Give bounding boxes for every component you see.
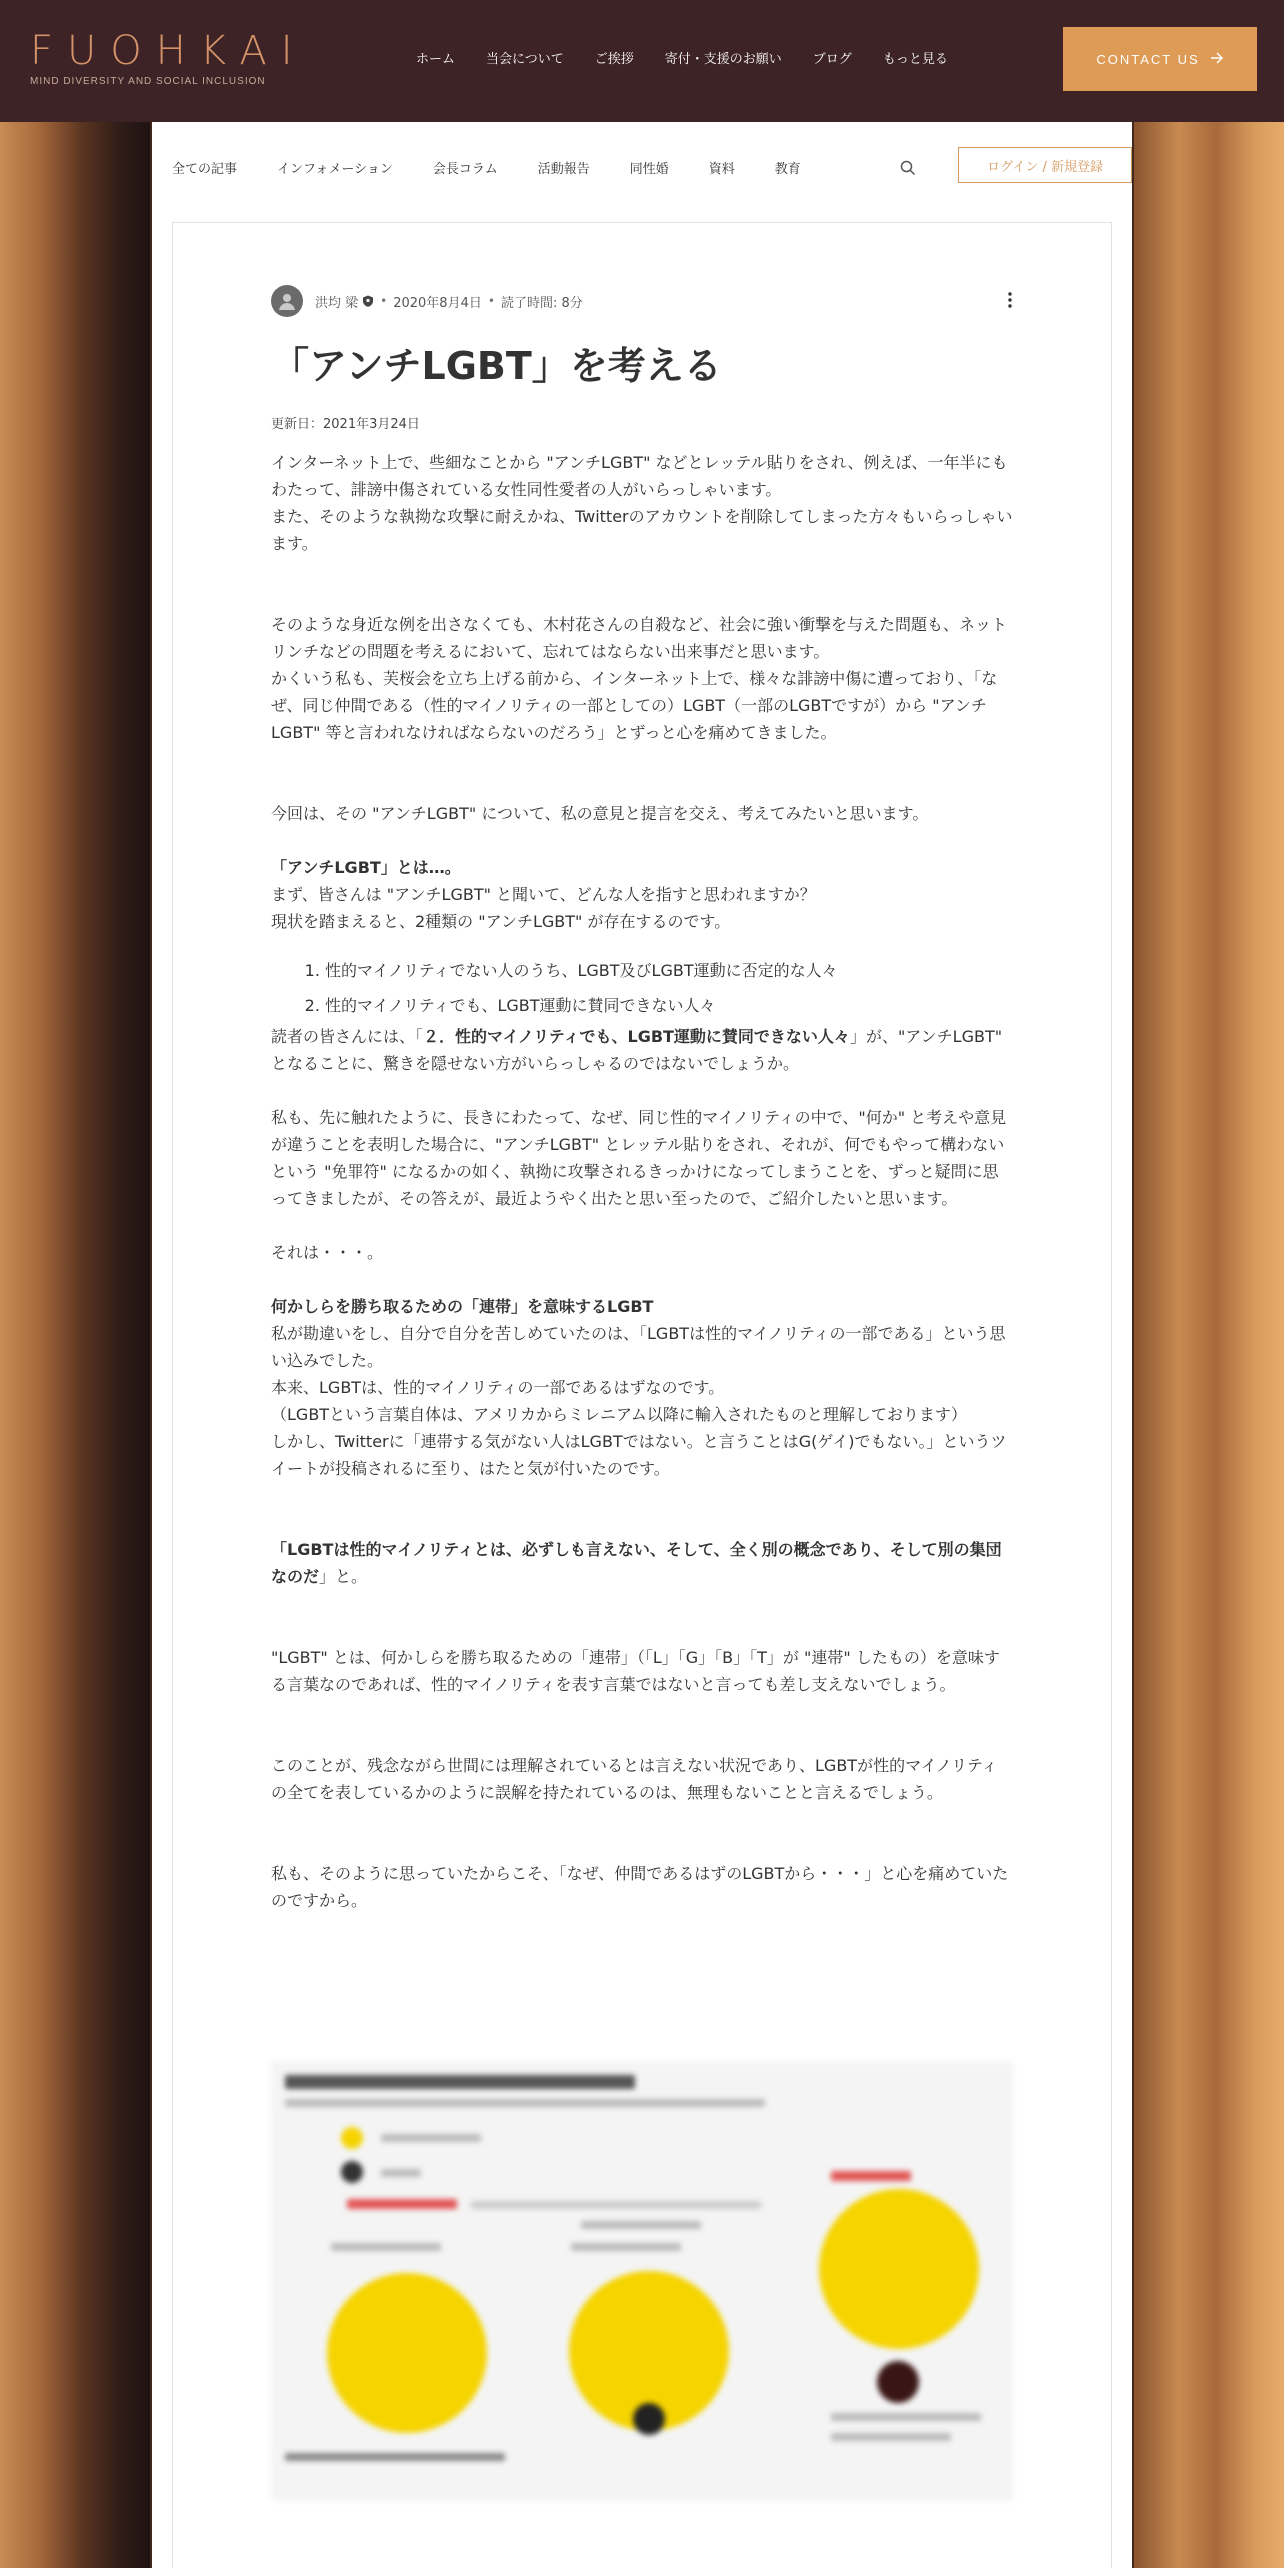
meta-separator: • (487, 294, 495, 308)
figure-blurred-line (471, 2201, 761, 2209)
figure-red-label (831, 2171, 911, 2181)
anti-lgbt-types-list (271, 953, 1013, 1023)
contact-us-button[interactable] (1063, 27, 1257, 91)
search-icon[interactable] (900, 160, 916, 180)
figure-blurred-line (285, 2099, 765, 2107)
post-date: 2020年8月4日 (393, 295, 482, 311)
emphasis-paragraph: 「LGBTは性的マイノリティとは、必ずしも言えない、そして、全く別の概念であり、そして別の集団なのだ」と。 (271, 1540, 1002, 1586)
paragraph: このことが、残念ながら世間には理解されているとは言えない状況であり、LGBTが性的マイノリティの全てを表しているかのように誤解を持たれているのは、無理もないことと言えるでしょう。 (271, 1756, 998, 1802)
logo-mark: FUOHKAI (30, 28, 307, 74)
paragraph: かくいう私も、芙桜会を立ち上げる前から、インターネット上で、様々な誹謗中傷に遭っており、「なぜ、同じ仲間である（性的マイノリティの一部としての）LGBT（一部のLGBTですが）から "アンチLGBT" 等と言われなければならないのだろう」とずっと心を痛めてきました。 (271, 669, 998, 742)
paragraph: そのような身近な例を出さなくても、木村花さんの自殺など、社会に強い衝撃を与えた問題も、ネットリンチなどの問題を考えるにおいて、忘れてはならない出来事だと思います。 (271, 615, 1008, 661)
figure-dark-dot (877, 2361, 919, 2403)
figure-blurred-line (331, 2243, 441, 2251)
content-panel (152, 122, 1132, 2568)
category-all[interactable]: 全ての記事 (172, 161, 238, 177)
paragraph: インターネット上で、些細なことから "アンチLGBT" などとレッテル貼りをされ、例えば、一年半にもわたって、誹謗中傷されている女性同性愛者の人がいらっしゃいます。 (271, 453, 1008, 499)
paragraph: （LGBTという言葉自体は、アメリカからミレニアム以降に輸入されたものと理解しております） (271, 1405, 967, 1424)
meta-separator: • (380, 294, 388, 308)
author-avatar[interactable] (271, 285, 303, 317)
category-materials[interactable]: 資料 (708, 161, 735, 177)
figure-blurred-line (285, 2453, 505, 2461)
paragraph: 現状を踏まえると、2種類の "アンチLGBT" が存在するのです。 (271, 912, 731, 931)
legend-dark-dot (341, 2161, 363, 2183)
blog-category-bar (172, 147, 1112, 187)
category-education[interactable]: 教育 (774, 161, 801, 177)
author-name[interactable]: 洪均 梁 (315, 295, 359, 311)
paragraph: 私も、先に触れたように、長きにわたって、なぜ、同じ性的マイノリティの中で、"何か" と考えや意見が違うことを表明した場合に、"アンチLGBT" とレッテル貼りをされ、それが、何でもやって構わないという "免罪符" になるかの如く、執拗に攻撃されるきっかけになってしまうことを、ずっと疑問に思ってきましたが、その答えが、最近ようやく出たと思い至ったので、ご紹介したいと思います。 (271, 1108, 1007, 1208)
background-right-stripes (1134, 0, 1284, 2568)
login-signup-button[interactable]: ログイン / 新規登録 (958, 147, 1132, 183)
section-heading: 何かしらを勝ち取るための「連帯」を意味するLGBT (271, 1297, 654, 1316)
paragraph: 私が勘違いをし、自分で自分を苦しめていたのは、「LGBTは性的マイノリティの一部である」という思い込みでした。 (271, 1324, 1006, 1370)
nav-home[interactable]: ホーム (416, 52, 456, 67)
category-same-sex-marriage[interactable]: 同性婚 (629, 161, 669, 177)
list-item: 2. 性的マイノリティでも、LGBT運動に賛同できない人々 (325, 988, 1013, 1023)
paragraph: 本来、LGBTは、性的マイノリティの一部であるはずなのです。 (271, 1378, 725, 1397)
read-time: 読了時間: 8分 (500, 295, 583, 311)
background-left-stripes (0, 0, 150, 2568)
post-body (271, 449, 1013, 1914)
paragraph: 読者の皆さんには、「２．性的マイノリティでも、LGBT運動に賛同できない人々」が、"アンチLGBT" となることに、驚きを隠せない方がいらっしゃるのではないでしょうか。 (271, 1027, 1003, 1073)
figure-blurred-line (831, 2413, 981, 2421)
nav-blog[interactable]: ブログ (812, 52, 852, 67)
paragraph: しかし、Twitterに「連帯する気がない人はLGBTではない。と言うことはG(ゲイ)でもない。」というツイートが投稿されるに至り、はたと気が付いたのです。 (271, 1432, 1007, 1478)
figure-blurred-line (381, 2134, 481, 2142)
figure-blurred-line (571, 2243, 681, 2251)
article-card (172, 222, 1112, 2568)
paragraph: それは・・・。 (271, 1243, 384, 1262)
figure-blurred-line (381, 2169, 421, 2177)
site-header (0, 0, 1284, 122)
figure-blurred-title (285, 2075, 635, 2089)
paragraph: 今回は、その "アンチLGBT" について、私の意見と提言を交え、考えてみたいと思います。 (271, 804, 929, 823)
main-navigation (416, 48, 979, 67)
site-logo[interactable] (30, 28, 307, 87)
nav-donation[interactable]: 寄付・支援のお願い (664, 52, 782, 67)
nav-more[interactable]: もっと見る (882, 52, 948, 67)
figure-blurred-line (831, 2433, 951, 2441)
blurred-diagram-image (271, 2061, 1013, 2501)
legend-yellow-dot (341, 2127, 363, 2149)
logo-subtitle: MIND DIVERSITY AND SOCIAL INCLUSION (30, 76, 266, 87)
nav-about[interactable]: 当会について (486, 52, 564, 67)
figure-blurred-line (581, 2221, 701, 2229)
post-meta (271, 285, 1013, 317)
contact-us-label: CONTACT US (1096, 51, 1200, 67)
paragraph: "LGBT" とは、何かしらを勝ち取るための「連帯」（「L」「G」「B」「T」が "連帯" したもの）を意味する言葉なのであれば、性的マイノリティを表す言葉ではないと言っても差し支えないでしょう。 (271, 1648, 1000, 1694)
figure-red-label (347, 2199, 457, 2209)
figure-yellow-circle (327, 2273, 487, 2433)
post-title: 「アンチLGBT」を考える (271, 344, 722, 388)
figure-dark-dot (633, 2403, 665, 2435)
category-activity-report[interactable]: 活動報告 (537, 161, 590, 177)
more-options-icon[interactable] (1007, 291, 1013, 313)
arrow-right-icon (1210, 52, 1224, 67)
nav-greeting[interactable]: ご挨拶 (594, 52, 634, 67)
section-heading: 「アンチLGBT」とは…。 (271, 858, 461, 877)
paragraph: 私も、そのように思っていたからこそ、「なぜ、仲間であるはずのLGBTから・・・」と心を痛めていたのですから。 (271, 1864, 1009, 1910)
paragraph: まず、皆さんは "アンチLGBT" と聞いて、どんな人を指すと思われますか？ (271, 885, 816, 904)
admin-badge-icon (362, 292, 374, 311)
paragraph: また、そのような執拗な攻撃に耐えかね、Twitterのアカウントを削除してしまった方々もいらっしゃいます。 (271, 507, 1013, 553)
category-information[interactable]: インフォメーション (277, 161, 393, 177)
updated-date: 更新日：2021年3月24日 (271, 417, 420, 432)
list-item: 1. 性的マイノリティでない人のうち、LGBT及びLGBT運動に否定的な人々 (325, 953, 1013, 988)
figure-yellow-circle (819, 2189, 979, 2349)
category-chairman-column[interactable]: 会長コラム (432, 161, 498, 177)
